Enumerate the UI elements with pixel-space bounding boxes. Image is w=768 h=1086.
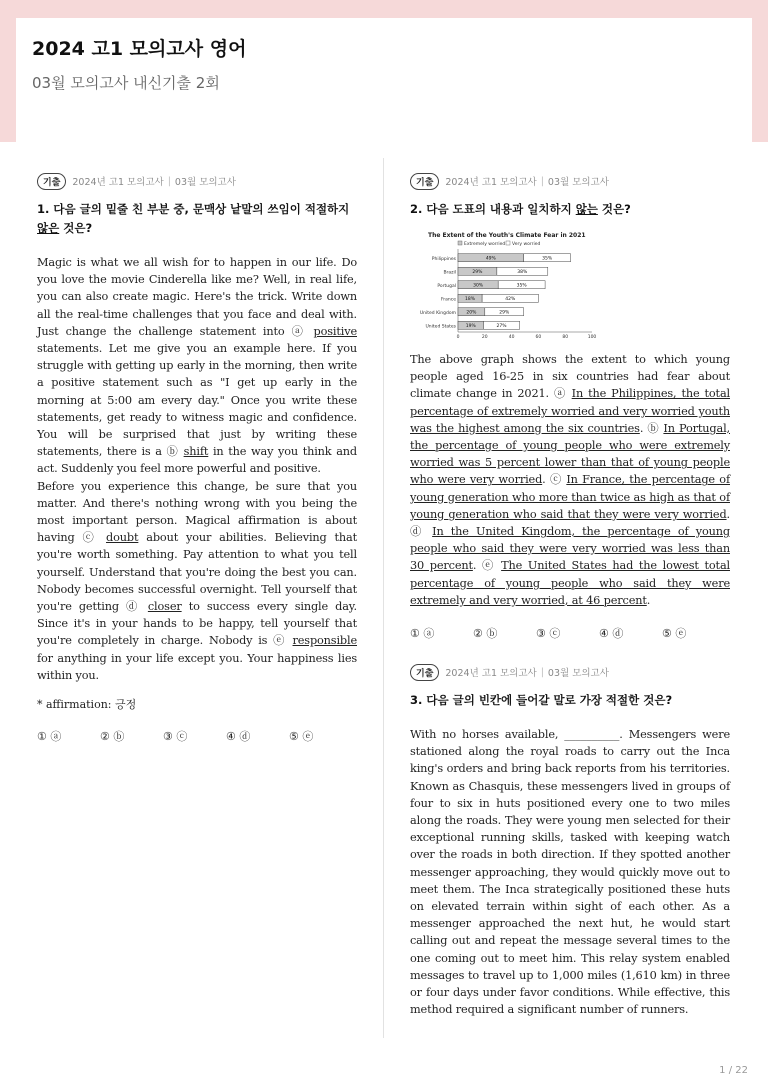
category-label: United Kingdom: [419, 310, 456, 316]
question-3-title: 3. 다음 글의 빈칸에 들어갈 말로 가장 적절한 것은?: [410, 693, 673, 708]
choice-4[interactable]: ④ ⓓ: [599, 627, 624, 641]
question-1-title: 1. 다음 글의 밑줄 친 부분 중, 문맥상 낱말의 쓰임이 적절하지 않은 것은?: [37, 202, 350, 235]
category-label: United States: [425, 324, 456, 330]
choice-1[interactable]: ① ⓐ: [410, 627, 435, 641]
document-subtitle: 03월 모의고사 내신기출 2회: [32, 74, 220, 92]
tag-month: 03월 모의고사: [547, 668, 609, 680]
x-tick-label: 40: [508, 335, 515, 339]
choice-5[interactable]: ⑤ ⓔ: [289, 730, 314, 744]
column-divider: [383, 158, 384, 1038]
question-2-title: 2. 다음 도표의 내용과 일치하지 않는 것은?: [410, 202, 631, 216]
past-exam-badge: 기출: [410, 173, 439, 190]
tag-year: 2024년 고1 모의고사: [445, 668, 537, 680]
x-tick-label: 20: [481, 335, 488, 339]
legend-swatch: [458, 241, 462, 245]
question-tag: 기출 2024년 고1 모의고사 | 03월 모의고사: [410, 172, 730, 190]
past-exam-badge: 기출: [410, 664, 439, 681]
tag-year: 2024년 고1 모의고사: [445, 177, 537, 188]
question-1-choices: [37, 728, 357, 744]
right-column: [410, 172, 730, 1019]
choice-1[interactable]: ① ⓐ: [37, 730, 62, 744]
choice-5[interactable]: ⑤ ⓔ: [662, 627, 687, 641]
question-2-choices: [410, 625, 730, 641]
x-tick-label: 80: [562, 335, 569, 339]
tag-month: 03월 모의고사: [174, 177, 236, 188]
tag-month: 03월 모의고사: [547, 177, 609, 188]
past-exam-badge: 기출: [37, 173, 66, 190]
document-title: 2024 고1 모의고사 영어: [32, 38, 247, 60]
question-1-passage: Magic is what we all wish for to happen in our life. Do you love the movie Cinderella like me? Well, in real life, you can also create magic. Here's the trick. Write down all the real-time challenges that you face and deal with. Just change the challenge statement into ⓐ positive statements. Let me give you an example here. If you struggle with getting up early in the morning, then write a positive statement such as "I get up early in the morning at 5:00 am every day." Once you write these statements, get ready to witness magic and confidence. You will be surprised that just by writing these statements, there is a ⓑ shift in the way you think and act. Suddenly you feel more powerful and positive.: [37, 256, 357, 476]
x-tick-label: 60: [535, 335, 542, 339]
bar-value-label: 38%: [517, 270, 528, 276]
legend-label: Very worried: [512, 242, 541, 247]
x-tick-label: 0: [456, 335, 460, 339]
bar-value-label: 29%: [499, 310, 510, 316]
choice-2[interactable]: ② ⓑ: [100, 730, 125, 744]
bar-value-label: 27%: [496, 324, 507, 330]
question-3: [410, 663, 730, 1018]
legend-label: Extremely worried: [464, 242, 506, 247]
choice-3[interactable]: ③ ⓒ: [163, 730, 188, 744]
choice-2[interactable]: ② ⓑ: [473, 627, 498, 641]
bar-value-label: 35%: [542, 256, 553, 262]
question-tag: 기출 2024년 고1 모의고사 | 03월 모의고사: [410, 663, 730, 681]
page-number: 1 / 22: [719, 1065, 748, 1076]
footnote: * affirmation: 긍정: [37, 698, 137, 712]
category-label: Philippines: [431, 256, 456, 262]
question-2-passage: The above graph shows the extent to which young people aged 16-25 in six countries had fear about climate change in 2021. ⓐ In the Philippines, the total percentage of extremely worried and very worried youth was the highest among the six countries. ⓑ In Portugal, the percentage of young people who were extremely worried was 5 percent lower than that of young people who were very worried. ⓒ In France, the percentage of young generation who more than twice as high as that of young generation who said that they were very worried. ⓓ In the United Kingdom, the percentage of young people who said they were very worried was less than 30 percent. ⓔ The United States had the lowest total percentage of young people who said they were extremely and very worried, at 46 percent.: [410, 353, 730, 607]
x-tick-label: 100: [587, 335, 597, 339]
chart-svg: [410, 229, 600, 339]
bar-value-label: 30%: [473, 283, 484, 289]
climate-fear-chart: [410, 229, 600, 339]
choice-3[interactable]: ③ ⓒ: [536, 627, 561, 641]
tag-year: 2024년 고1 모의고사: [72, 177, 164, 188]
category-label: France: [441, 297, 456, 303]
choice-4[interactable]: ④ ⓓ: [226, 730, 251, 744]
bar-value-label: 42%: [505, 297, 516, 303]
category-label: Brazil: [443, 270, 456, 276]
left-column: [37, 172, 357, 744]
bar-value-label: 29%: [472, 270, 483, 276]
category-label: Portugal: [437, 283, 456, 289]
question-tag: 기출 2024년 고1 모의고사 | 03월 모의고사: [37, 172, 357, 190]
bar-value-label: 18%: [465, 297, 476, 303]
question-3-passage: With no horses available, __________. Messengers were stationed along the royal roads to carry out the Inca king's orders and bring back reports from his territories. Known as Chasquis, these messengers lived in groups of four to six in huts positioned every one to two miles along the roads. They were young men selected for their exceptional running skills, tasked with keeping watch over the roads in both direction. If they spotted another messenger approaching, they would quickly move out to meet them. The Inca strategically positioned these huts on elevated terrain within sight of each other. As a messenger approached the next hut, he would start calling out and repeat the message several times to the one coming out to meet him. This relay system enabled messages to travel up to 1,000 miles (1,610 km) in three or four days under favor conditions. While effective, this method required a significant number of runners.: [410, 728, 730, 1017]
question-1-passage-2: Before you experience this change, be sure that you matter. And there's nothing wrong with you being the most important person. Magical affirmation is about having ⓒ doubt about your abilities. Believing that you're worth something. Pay attention to what you tell yourself. Understand that you're doing the best you can. Nobody becomes successful overnight. Tell yourself that you're getting ⓓ closer to success every single day. Since it's in your hands to be happy, tell yourself that you're completely in charge. Nobody is ⓔ responsible for anything in your life except you. Your happiness lies within you.: [37, 479, 357, 682]
bar-value-label: 19%: [465, 324, 476, 330]
bar-value-label: 49%: [485, 256, 496, 262]
bar-value-label: 20%: [466, 310, 477, 316]
bar-value-label: 35%: [516, 283, 527, 289]
chart-title: The Extent of the Youth's Climate Fear in 2021: [428, 232, 586, 239]
legend-swatch: [506, 241, 510, 245]
